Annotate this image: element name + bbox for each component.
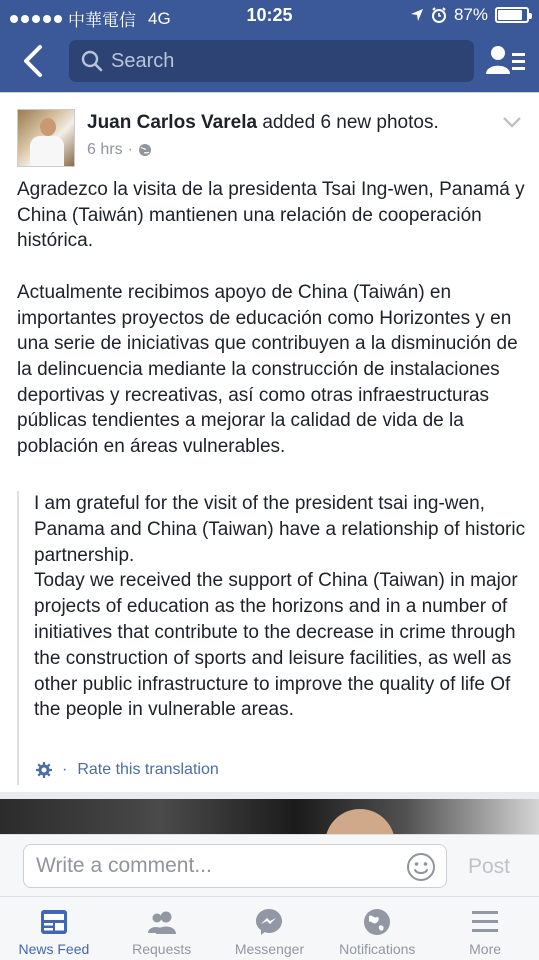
search-icon xyxy=(81,50,103,72)
post-timestamp[interactable]: 6 hrs xyxy=(87,141,123,158)
tab-label: News Feed xyxy=(18,941,90,957)
comment-placeholder: Write a comment... xyxy=(36,854,212,877)
post-card xyxy=(0,92,539,792)
search-input[interactable] xyxy=(69,40,474,82)
messenger-icon xyxy=(254,907,284,937)
globe-icon xyxy=(362,907,392,937)
location-arrow-icon xyxy=(410,8,424,22)
tab-label: Messenger xyxy=(234,941,305,957)
alarm-icon xyxy=(431,7,447,23)
globe-privacy-icon xyxy=(138,143,152,157)
chevron-down-icon[interactable] xyxy=(502,115,522,129)
translation-block xyxy=(17,491,527,785)
comment-bar xyxy=(0,834,539,896)
battery-icon xyxy=(495,7,529,23)
search-placeholder: Search xyxy=(111,49,175,72)
post-action: added 6 new photos. xyxy=(262,112,439,133)
top-bar xyxy=(0,0,539,92)
post-header xyxy=(87,112,439,134)
rate-translation-link[interactable] xyxy=(36,761,219,779)
gear-icon xyxy=(36,762,52,778)
friends-list-icon[interactable] xyxy=(486,44,526,78)
battery-percent: 87% xyxy=(453,5,488,24)
news-feed-icon xyxy=(39,907,69,937)
tab-notifications[interactable] xyxy=(323,897,431,960)
tab-label: Requests xyxy=(132,941,192,957)
post-comment-button[interactable]: Post xyxy=(468,855,511,878)
post-original-text: Agradezco la visita de la presidenta Tsai Ing-wen, Panamá y China (Taiwán) mantienen una relación de cooperación histórica. Actualmente recibimos apoyo de China (Taiwán) en importantes proyectos de educación como Horizontes y en una serie de iniciativas que contribuyen a la disminución de la delincuencia mediante la construcción de instalaciones deportivas y recreativas, así como otras infraestructuras públicas tendientes a mejorar la calidad de vida de la población en áreas vulnerables. xyxy=(17,179,525,458)
comment-input[interactable] xyxy=(23,844,447,888)
translation-text: I am grateful for the visit of the president tsai ing-wen, Panama and China (Taiwan) have a relationship of historic partnership. Today we received the support of China (Taiwan) in major projects of education as the horizons and in a number of initiatives that contribute to the decrease in crime through the construction of sports and leisure facilities, as well as other public infrastructure to improve the quality of life Of the people in vulnerable areas. xyxy=(34,493,526,721)
rate-separator: · xyxy=(62,761,68,778)
network-type: 4G xyxy=(148,8,171,28)
tab-label: Notifications xyxy=(339,941,416,957)
tab-requests[interactable] xyxy=(108,897,216,960)
status-right xyxy=(410,5,529,25)
clock: 10:25 xyxy=(246,5,293,25)
rate-translation-label: Rate this translation xyxy=(77,761,219,778)
author-name[interactable]: Juan Carlos Varela xyxy=(87,112,258,133)
smiley-icon[interactable] xyxy=(406,852,436,882)
tab-more[interactable] xyxy=(431,897,539,960)
menu-icon xyxy=(470,907,500,937)
friend-requests-icon xyxy=(147,907,177,937)
post-photo[interactable] xyxy=(0,799,539,839)
status-bar xyxy=(0,0,539,32)
post-text xyxy=(17,177,527,460)
tab-news-feed[interactable] xyxy=(0,897,108,960)
tab-messenger[interactable] xyxy=(216,897,324,960)
meta-separator: · xyxy=(127,141,133,158)
tab-label: More xyxy=(469,941,502,957)
carrier-name: 中華電信 xyxy=(68,11,136,30)
back-arrow-icon[interactable] xyxy=(18,44,50,78)
tab-bar xyxy=(0,896,539,960)
avatar[interactable] xyxy=(17,109,75,167)
post-meta xyxy=(87,141,152,159)
